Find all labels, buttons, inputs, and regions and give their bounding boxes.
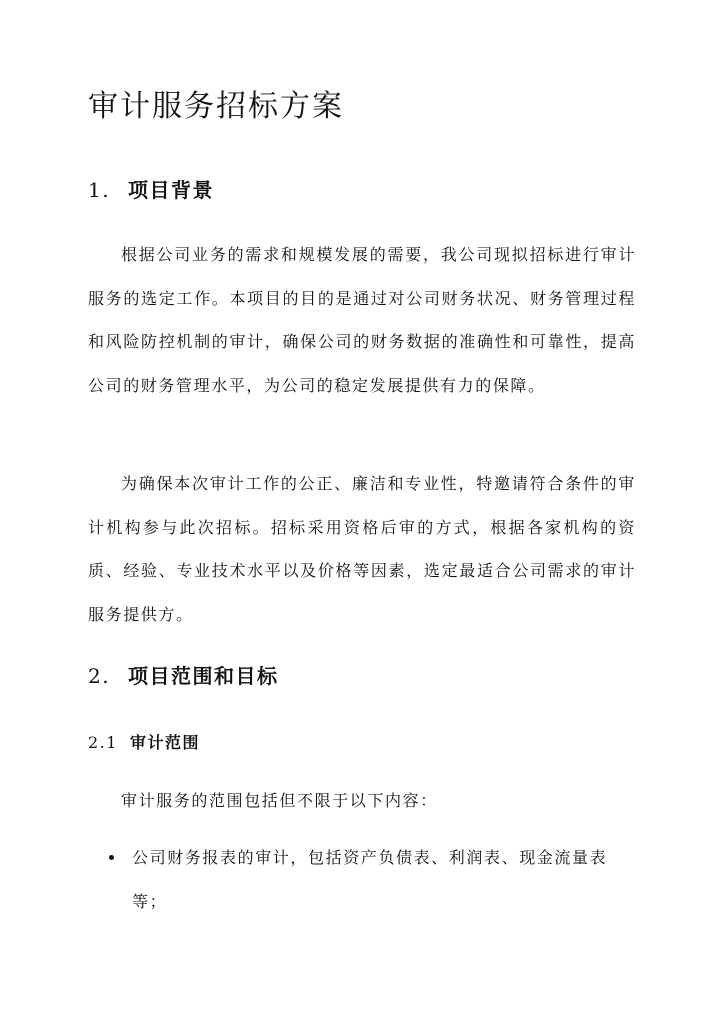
section-1-paragraph-1: 根据公司业务的需求和规模发展的需要，我公司现拟招标进行审计服务的选定工作。本项目的目的是通过对公司财务状况、财务管理过程和风险防控机制的审计，确保公司的财务数据的准确性和可靠性，提高公司的财务管理水平，为公司的稳定发展提供有力的保障。 — [88, 245, 636, 395]
bullet-dot-icon — [109, 855, 114, 860]
subsection-2-1-number: 2.1 — [88, 733, 118, 752]
subsection-2-1-heading — [88, 731, 200, 755]
section-2-title: 项目范围和目标 — [128, 664, 279, 688]
section-1-heading — [88, 176, 214, 204]
section-1-title: 项目背景 — [128, 178, 214, 202]
section-1-number: 1. — [88, 178, 111, 202]
bullet-text: 公司财务报表的审计，包括资产负债表、利润表、现金流量表等； — [132, 848, 608, 911]
subsection-2-1-intro: 审计服务的范围包括但不限于以下内容： — [121, 791, 438, 810]
document-title: 审计服务招标方案 — [88, 89, 344, 124]
subsection-2-1-title: 审计范围 — [130, 733, 201, 752]
section-1-paragraph-2: 为确保本次审计工作的公正、廉洁和专业性，特邀请符合条件的审计机构参与此次招标。招标采用资格后审的方式，根据各家机构的资质、经验、专业技术水平以及价格等因素，选定最适合公司需求的审计服务提供方。 — [88, 474, 636, 624]
section-2-heading — [88, 662, 279, 690]
section-2-number: 2. — [88, 664, 111, 688]
